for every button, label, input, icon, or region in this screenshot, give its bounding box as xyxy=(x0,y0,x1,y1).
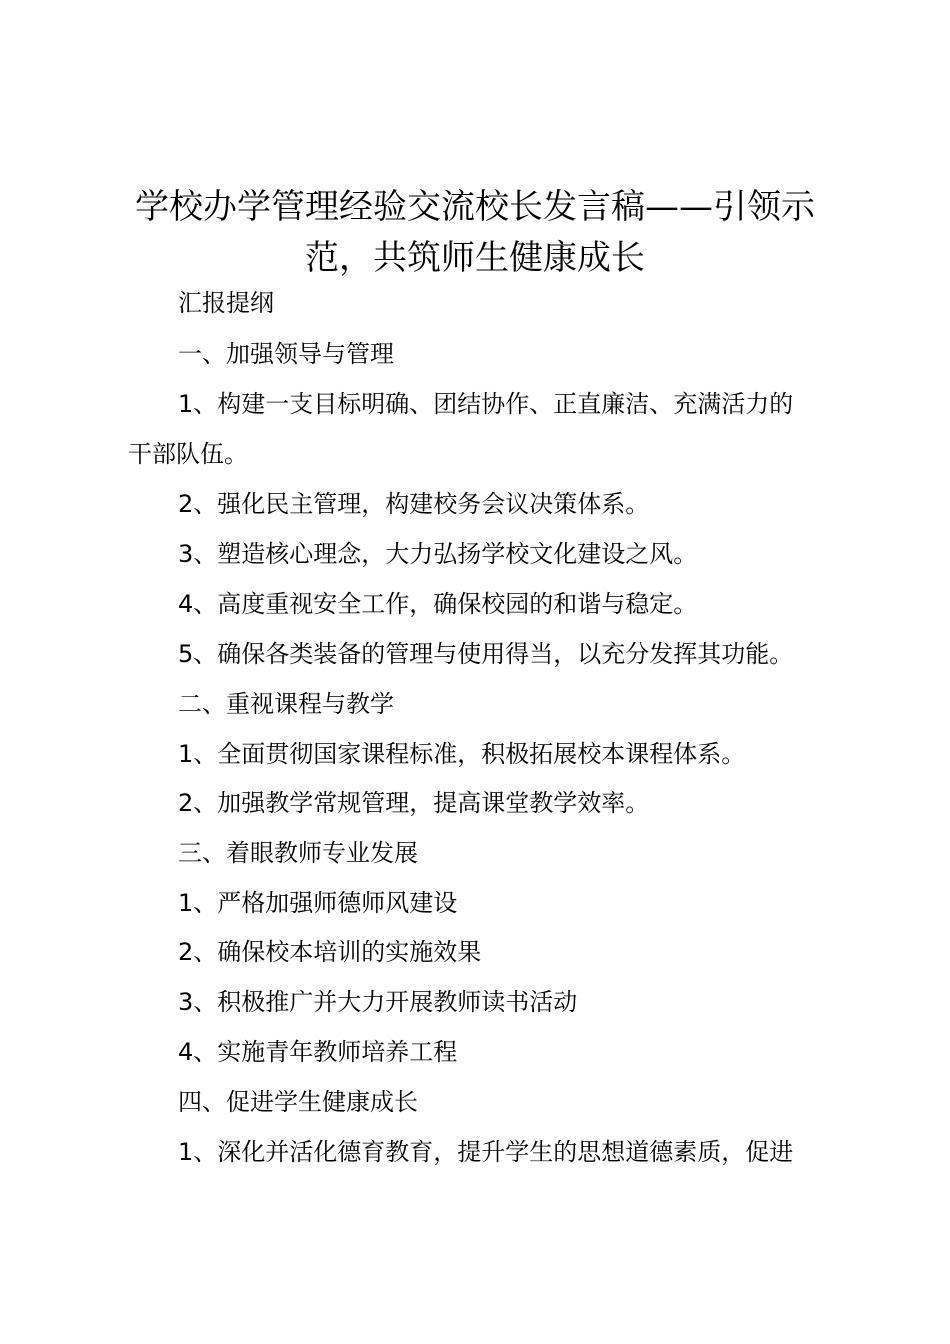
list-item: 1、深化并活化德育教育，提升学生的思想道德素质，促进 xyxy=(178,1138,794,1166)
list-item-continuation: 干部队伍。 xyxy=(128,440,248,468)
section-heading-1: 一、加强领导与管理 xyxy=(178,340,394,368)
list-item: 2、加强教学常规管理，提高课堂教学效率。 xyxy=(178,789,650,817)
list-item: 3、塑造核心理念，大力弘扬学校文化建设之风。 xyxy=(178,540,698,568)
list-item: 1、全面贯彻国家课程标准，积极拓展校本课程体系。 xyxy=(178,740,746,768)
section-heading-4: 四、促进学生健康成长 xyxy=(178,1088,418,1116)
list-item: 4、实施青年教师培养工程 xyxy=(178,1038,458,1066)
list-item: 4、高度重视安全工作，确保校园的和谐与稳定。 xyxy=(178,590,698,618)
list-item: 3、积极推广并大力开展教师读书活动 xyxy=(178,988,578,1016)
list-item: 2、确保校本培训的实施效果 xyxy=(178,938,482,966)
list-item: 2、强化民主管理，构建校务会议决策体系。 xyxy=(178,490,650,518)
document-title: 学校办学管理经验交流校长发言稿——引领示范，共筑师生健康成长 xyxy=(135,187,815,278)
list-item: 5、确保各类装备的管理与使用得当，以充分发挥其功能。 xyxy=(178,640,794,668)
list-item: 1、构建一支目标明确、团结协作、正直廉洁、充满活力的 xyxy=(178,390,794,418)
outline-heading: 汇报提纲 xyxy=(178,289,274,317)
section-heading-3: 三、着眼教师专业发展 xyxy=(178,839,418,867)
list-item: 1、严格加强师德师风建设 xyxy=(178,889,458,917)
section-heading-2: 二、重视课程与教学 xyxy=(178,690,394,718)
